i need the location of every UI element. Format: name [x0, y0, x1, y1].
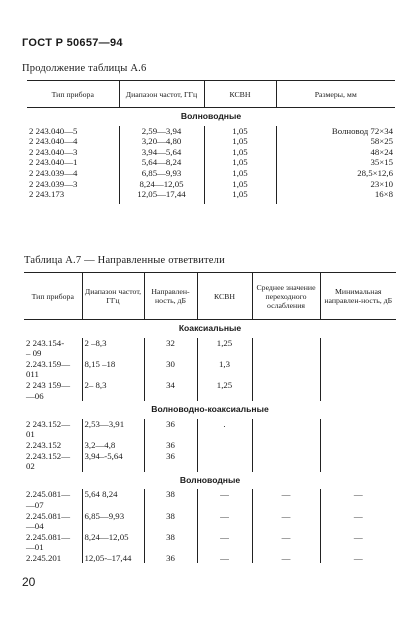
table-row	[24, 500, 396, 511]
table-cell	[197, 348, 252, 359]
table-cell: 12,05—17,44	[119, 189, 204, 204]
section-row	[27, 108, 395, 126]
table-cell	[320, 391, 396, 402]
col-header-coupling: Среднее значение переходного ослабления	[252, 273, 320, 320]
table-cell	[82, 429, 144, 440]
table-cell	[252, 451, 320, 462]
table-row	[24, 359, 396, 370]
table-row	[24, 419, 396, 430]
table-cell: Волновод 72×34	[276, 126, 395, 137]
table-a6	[27, 80, 395, 204]
table-cell: 16×8	[276, 189, 395, 204]
table-row	[27, 126, 395, 137]
table-cell	[252, 500, 320, 511]
table-cell	[82, 348, 144, 359]
table-cell: 5,64—8,24	[119, 157, 204, 168]
table-cell: —	[320, 532, 396, 543]
table-cell: —	[252, 553, 320, 564]
table-row	[24, 380, 396, 391]
table-a7-body	[24, 320, 396, 564]
table-cell	[197, 369, 252, 380]
table-cell: 2– 8,3	[82, 380, 144, 391]
table-cell: 30	[144, 359, 197, 370]
table-cell	[82, 500, 144, 511]
table-a6-caption: Продолжение таблицы А.6	[22, 63, 147, 74]
table-cell: 2.243.152—	[26, 450, 70, 461]
table-cell	[197, 542, 252, 553]
table-row	[24, 532, 396, 543]
table-row	[27, 179, 395, 190]
table-cell: —06	[26, 390, 44, 401]
table-cell: —	[197, 489, 252, 500]
table-cell	[320, 429, 396, 440]
table-row	[24, 369, 396, 380]
col-header-frequency: Диапазон частот, ГГц	[119, 81, 204, 108]
table-cell	[197, 461, 252, 472]
col-header-directivity: Направлен-ность, дБ	[144, 273, 197, 320]
table-row	[24, 338, 396, 349]
table-cell: 58×25	[276, 136, 395, 147]
section-row	[24, 401, 396, 419]
table-cell: 1,05	[204, 126, 276, 137]
table-row	[27, 147, 395, 158]
col-header-vswr: КСВН	[197, 273, 252, 320]
table-cell	[82, 542, 144, 553]
table-cell: 35×15	[276, 157, 395, 168]
table-row	[24, 461, 396, 472]
table-cell: 2 243.040—4	[29, 136, 78, 147]
table-cell: —	[197, 511, 252, 522]
table-cell: 23×10	[276, 179, 395, 190]
table-cell: 48×24	[276, 147, 395, 158]
table-row	[27, 168, 395, 179]
table-cell: 02	[26, 461, 35, 472]
col-header-type: Тип прибора	[27, 81, 119, 108]
table-cell	[320, 419, 396, 430]
table-row	[24, 542, 396, 553]
table-cell	[197, 451, 252, 462]
table-cell	[82, 391, 144, 402]
table-cell: 2.243.159—	[26, 358, 70, 369]
table-cell: 28,5×12,6	[276, 168, 395, 179]
table-cell	[252, 359, 320, 370]
table-cell: 1,05	[204, 189, 276, 204]
col-header-dimensions: Размеры, мм	[276, 81, 395, 108]
table-cell: 2 243.040—1	[29, 157, 78, 168]
section-title: Волноводные	[180, 111, 242, 121]
table-cell	[252, 419, 320, 430]
table-cell: —04	[26, 521, 44, 532]
table-cell: —	[252, 511, 320, 522]
table-a7-caption: Таблица А.7 — Направленные ответвители	[24, 255, 225, 266]
table-row	[24, 521, 396, 532]
table-cell: —	[197, 553, 252, 564]
table-cell: 2 243.154-	[26, 337, 65, 348]
table-cell: 8,24—12,05	[82, 532, 144, 543]
table-a7	[24, 272, 396, 563]
table-cell	[144, 461, 197, 472]
table-cell: 38	[144, 511, 197, 522]
table-cell: 5,64 8,24	[82, 489, 144, 500]
col-header-min-directivity: Минимальная направлен-ность, дБ	[320, 273, 396, 320]
table-cell	[144, 369, 197, 380]
table-cell: 32	[144, 338, 197, 349]
table-cell: 38	[144, 532, 197, 543]
section-title: Волноводно-коаксиальные	[151, 404, 269, 415]
table-cell	[197, 429, 252, 440]
table-row	[24, 489, 396, 500]
col-header-frequency: Диапазон частот, ГГц	[82, 273, 144, 320]
table-cell: 36	[144, 553, 197, 564]
table-a6-body	[27, 108, 395, 204]
table-row	[27, 189, 395, 204]
table-cell: 34	[144, 380, 197, 391]
table-cell: —	[320, 553, 396, 564]
table-cell	[320, 451, 396, 462]
table-cell	[320, 500, 396, 511]
table-cell	[82, 521, 144, 532]
table-cell: 2 243.039—3	[29, 178, 78, 189]
table-cell: 3,94–-5,64	[82, 451, 144, 462]
table-cell	[144, 500, 197, 511]
table-cell: 1,05	[204, 136, 276, 147]
table-cell: 1,05	[204, 147, 276, 158]
table-cell: 1,25	[197, 380, 252, 391]
table-cell	[252, 338, 320, 349]
table-cell: 1,05	[204, 179, 276, 190]
table-cell: —	[252, 532, 320, 543]
table-cell: 3,20—4,80	[119, 136, 204, 147]
table-cell: 2 243.152—	[26, 418, 70, 429]
table-cell: 01	[26, 429, 35, 440]
table-cell	[320, 461, 396, 472]
table-cell	[144, 348, 197, 359]
table-cell	[252, 461, 320, 472]
table-cell: 011	[26, 369, 39, 380]
table-row	[24, 451, 396, 462]
table-cell	[144, 429, 197, 440]
table-row	[24, 391, 396, 402]
table-cell: 6,85—9,93	[119, 168, 204, 179]
table-cell	[320, 359, 396, 370]
table-row	[24, 348, 396, 359]
table-cell: —01	[26, 542, 44, 553]
table-cell: 2 243.173	[29, 189, 65, 200]
table-row	[24, 553, 396, 564]
table-cell	[252, 391, 320, 402]
table-cell	[320, 369, 396, 380]
table-cell	[252, 542, 320, 553]
table-cell: 2 243.040—5	[29, 125, 78, 136]
table-cell: —	[197, 532, 252, 543]
table-cell: 3,2—4,8	[82, 440, 144, 451]
table-cell: .	[197, 419, 252, 430]
table-cell	[144, 391, 197, 402]
table-row	[27, 136, 395, 147]
table-cell: 2,53—3,91	[82, 419, 144, 430]
table-cell	[320, 380, 396, 391]
table-cell: 2.243.152	[26, 439, 62, 450]
table-cell	[82, 369, 144, 380]
table-cell: 36	[144, 440, 197, 451]
table-cell: 6,85—9,93	[82, 511, 144, 522]
col-header-vswr: КСВН	[204, 81, 276, 108]
table-cell: 2,59—3,94	[119, 126, 204, 137]
table-cell: – 09	[26, 348, 42, 359]
document-header: ГОСТ Р 50657—94	[22, 37, 123, 49]
section-title: Волноводные	[179, 474, 241, 485]
table-cell	[252, 429, 320, 440]
table-cell: 1,25	[197, 338, 252, 349]
table-cell: 36	[144, 419, 197, 430]
table-cell	[252, 380, 320, 391]
table-cell: —	[320, 511, 396, 522]
table-cell: —07	[26, 499, 44, 510]
table-cell: —	[320, 489, 396, 500]
page-number: 20	[22, 575, 36, 589]
table-cell	[320, 542, 396, 553]
table-cell	[252, 348, 320, 359]
table-cell	[82, 461, 144, 472]
table-cell	[144, 521, 197, 532]
table-cell: 1,3	[197, 359, 252, 370]
table-cell	[320, 440, 396, 451]
table-cell: 1,05	[204, 168, 276, 179]
table-cell	[320, 521, 396, 532]
table-cell: 8,15 –18	[82, 359, 144, 370]
table-row	[24, 429, 396, 440]
table-row	[24, 440, 396, 451]
table-cell: 12,05-–17,44	[82, 553, 144, 564]
table-cell: 2 243.039—4	[29, 167, 78, 178]
table-cell: 2 –8,3	[82, 338, 144, 349]
table-cell: 2.245.201	[26, 552, 62, 563]
table-cell: 2.245.081—	[26, 489, 70, 500]
table-row	[24, 511, 396, 522]
col-header-type: Тип прибора	[24, 273, 82, 320]
table-cell: 38	[144, 489, 197, 500]
table-cell: 8,24—12,05	[119, 179, 204, 190]
table-cell: 2 243.040—3	[29, 146, 78, 157]
table-cell: —	[252, 489, 320, 500]
table-cell: 2 243 159—	[26, 379, 70, 390]
table-cell	[252, 521, 320, 532]
section-row	[24, 320, 396, 338]
table-cell: 1,05	[204, 157, 276, 168]
section-row	[24, 472, 396, 490]
table-cell: 36	[144, 451, 197, 462]
table-cell	[144, 542, 197, 553]
table-cell	[197, 521, 252, 532]
table-cell	[197, 391, 252, 402]
table-cell: 2.245.081—	[26, 531, 70, 542]
table-row	[27, 157, 395, 168]
table-cell	[320, 338, 396, 349]
table-cell	[252, 369, 320, 380]
table-cell: 3,94—5,64	[119, 147, 204, 158]
table-cell	[252, 440, 320, 451]
table-cell: 2.245.081—	[26, 510, 70, 521]
table-cell	[197, 440, 252, 451]
section-title: Коаксиальные	[178, 323, 242, 333]
table-cell	[320, 348, 396, 359]
table-cell	[197, 500, 252, 511]
